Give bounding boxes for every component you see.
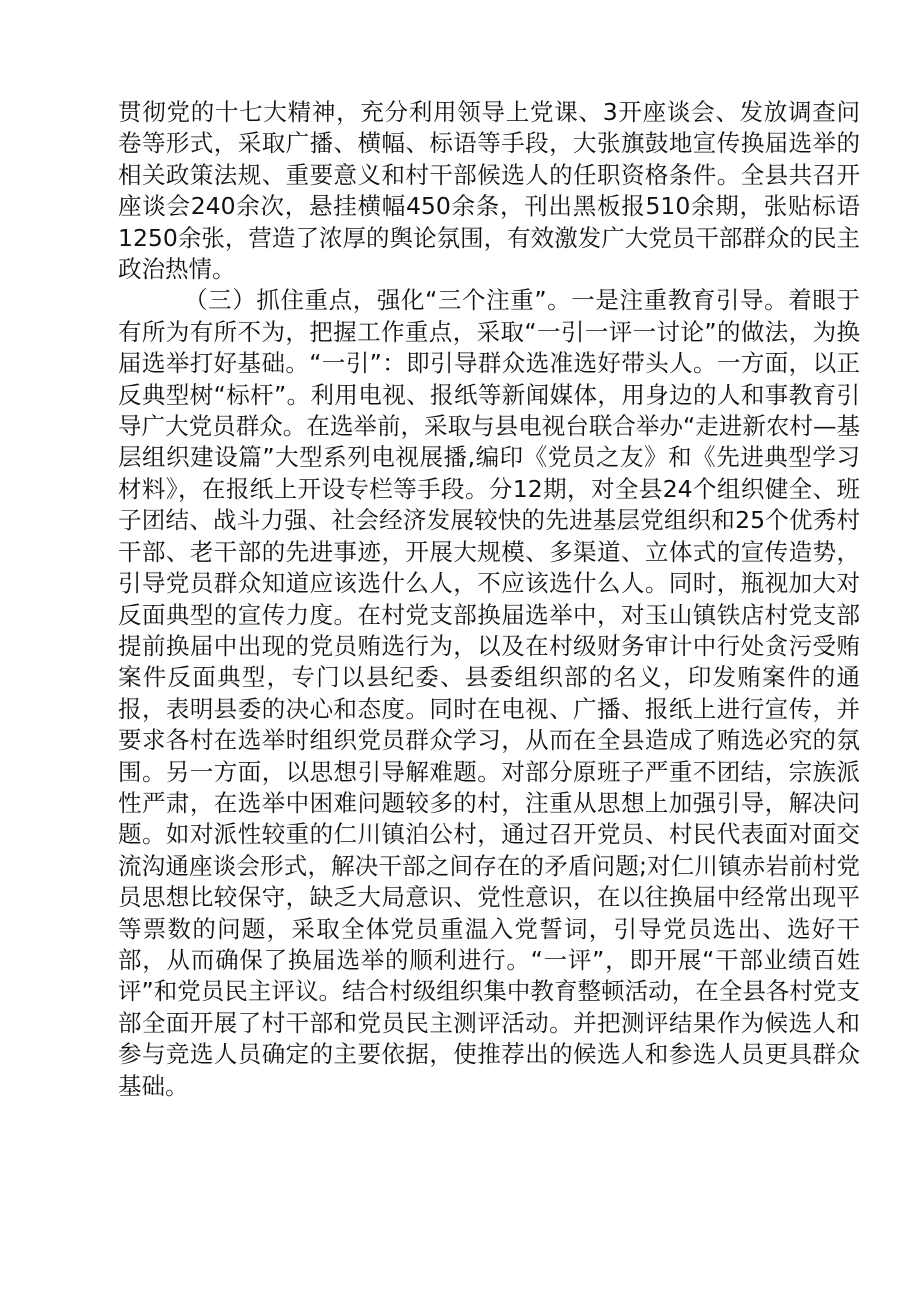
paragraph-2-text: （三）抓住重点，强化“三个注重”。一是注重教育引导。着眼于有所为有所不为，把握工作重点，采取“一引一评一讨论”的做法，为换届选举打好基础。“一引”：即引导群众选准选好带头人。一方面，以正反典型树“标杆”。利用电视、报纸等新闻媒体，用身边的人和事教育引导广大党员群众。在选举前，采取与县电视台联合举办“走进新农村—基层组织建设篇”大型系列电视展播,编印《党员之友》和《先进典型学习材料》，在报纸上开设专栏等手段。分12期，对全县24个组织健全、班子团结、战斗力强、社会经济发展较快的先进基层党组织和25个优秀村干部、老干部的先进事迹，开展大规模、多渠道、立体式的宣传造势，引导党员群众知道应该选什么人，不应该选什么人。同时，瓶视加大对反面典型的宣传力度。在村党支部换届选举中，对玉山镇铁店村党支部提前换届中出现的党员贿选行为，以及在村级财务审计中行处贪污受贿案件反面典型，专门以县纪委、县委组织部的名义，印发贿案件的通报，表明县委的决心和态度。同时在电视、广播、报纸上进行宣传，并要求各村在选举时组织党员群众学习，从而在全县造成了贿选必究的氛围。另一方面，以思想引导解难题。对部分原班子严重不团结，宗族派性严肃，在选举中困难问题较多的村，注重从思想上加强引导，解决问题。如对派性较重的仁川镇泊公村，通过召开党员、村民代表面对面交流沟通座谈会形式，解决干部之间存在的矛盾问题;对仁川镇赤岩前村党员思想比较保守，缺乏大局意识、党性意识，在以往换届中经常出现平等票数的问题，采取全体党员重温入党誓词，引导党员选出、选好干部，从而确保了换届选举的顺利进行。“一评”，即开展“干部业绩百姓评”和党员民主评议。结合村级组织集中教育整顿活动，在全县各村党支部全面开展了村干部和党员民主测评活动。并把测评结果作为候选人和参与竞选人员确定的主要依据，使推荐出的候选人和参选人员更具群众基础。 <box>118 286 860 1100</box>
paragraph-2 <box>118 285 860 1102</box>
paragraph-1 <box>118 97 860 285</box>
paragraph-1-text: 贯彻党的十七大精神，充分利用领导上党课、3开座谈会、发放调查问卷等形式，采取广播、横幅、标语等手段，大张旗鼓地宣传换届选举的相关政策法规、重要意义和村干部候选人的任职资格条件。全县共召开座谈会240余次，悬挂横幅450余条，刊出黑板报510余期，张贴标语1250余张，营造了浓厚的舆论氛围，有效激发广大党员干部群众的民主政治热情。 <box>118 98 860 284</box>
document-page <box>118 97 860 1102</box>
